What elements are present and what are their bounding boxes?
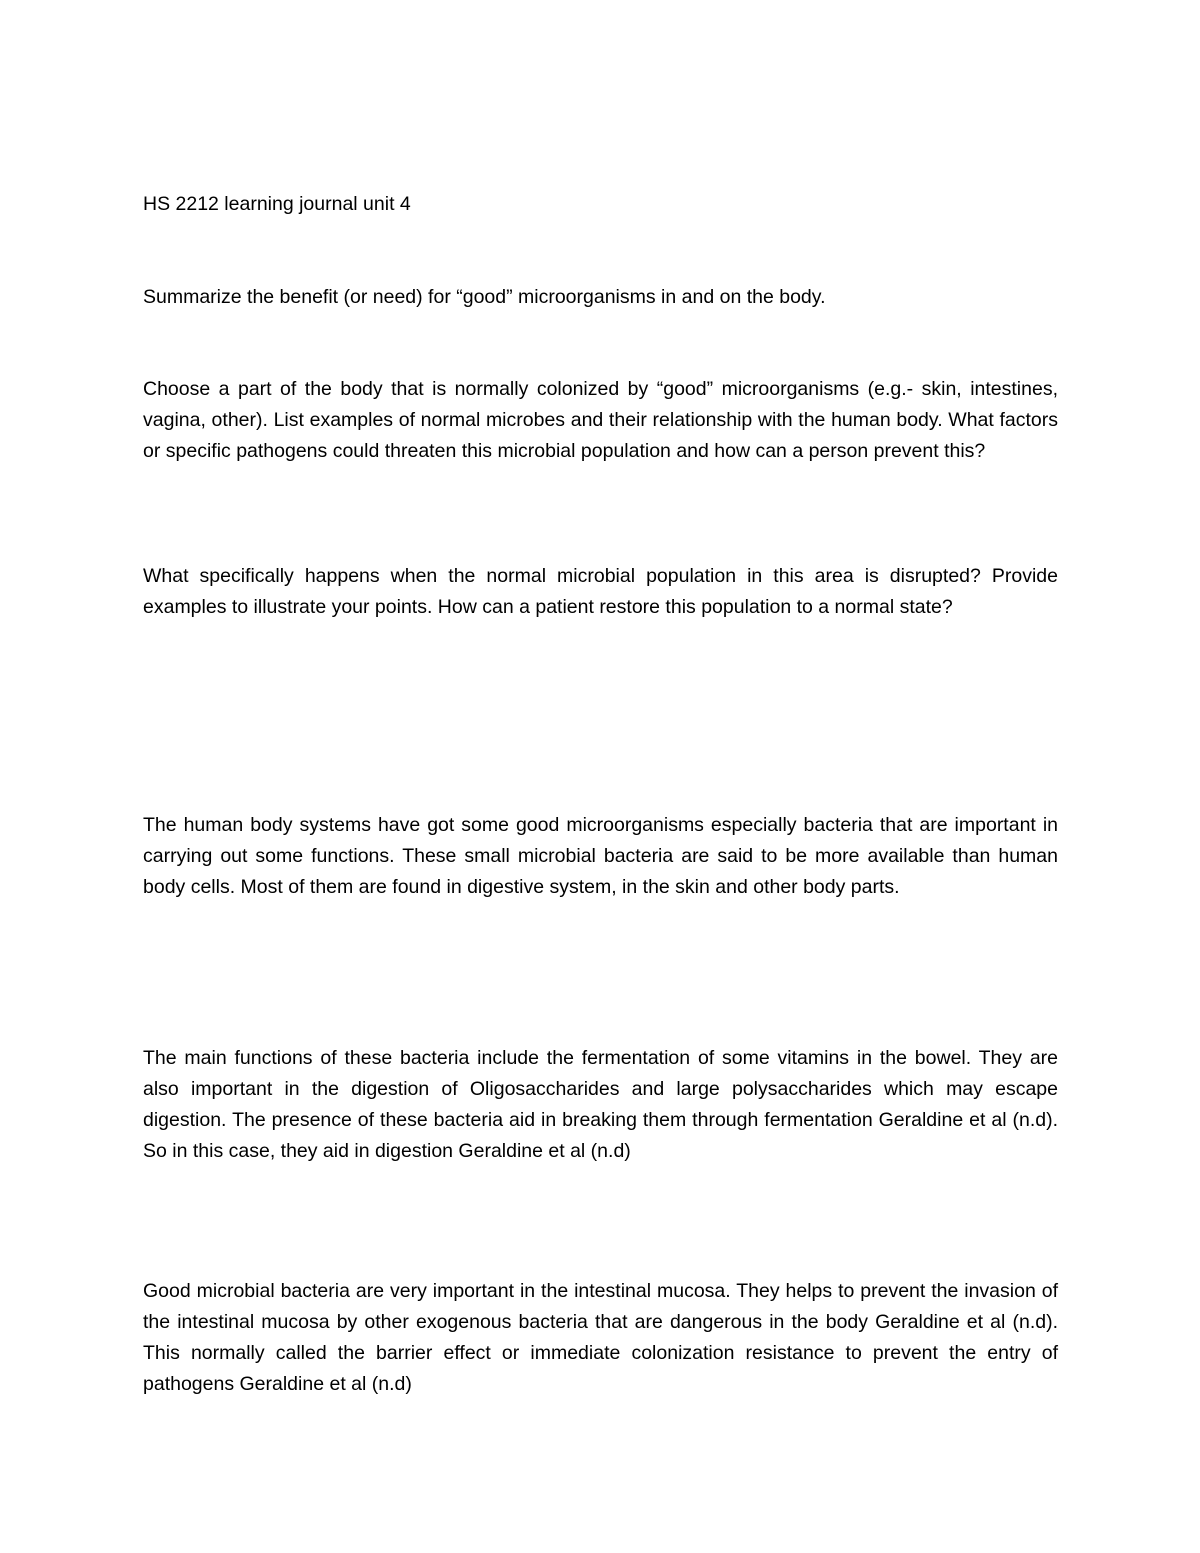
answer-paragraph-3: Good microbial bacteria are very important in the intestinal mucosa. They helps to prevent the invasion of the intestinal mucosa by other exogenous bacteria that are dangerous in the body Geraldine et al (n.d). This normally called the barrier effect or immediate colonization resistance to prevent the entry of pathogens Geraldine et al (n.d)	[143, 1280, 1058, 1395]
answer-paragraph-2: The main functions of these bacteria include the fermentation of some vitamins in the bowel. They are also important in the digestion of Oligosaccharides and large polysaccharides which may escape digestion. The presence of these bacteria aid in breaking them through fermentation Geraldine et al (n.d). So in this case, they aid in digestion Geraldine et al (n.d)	[143, 1047, 1058, 1162]
question-benefit: Summarize the benefit (or need) for “good” microorganisms in and on the body.	[143, 286, 826, 308]
answer-paragraph-1: The human body systems have got some good microorganisms especially bacteria that are important in carrying out some functions. These small microbial bacteria are said to be more available than human body cells. Most of them are found in digestive system, in the skin and other body parts.	[143, 814, 1058, 898]
document-title: HS 2212 learning journal unit 4	[143, 193, 411, 215]
question-disruption: What specifically happens when the normal microbial population in this area is disrupted? Provide examples to illustrate your points. How can a patient restore this population to a normal state?	[143, 565, 1058, 618]
question-body-part: Choose a part of the body that is normally colonized by “good” microorganisms (e.g.- skin, intestines, vagina, other). List examples of normal microbes and their relationship with the human body. What factors or specific pathogens could threaten this microbial population and how can a person prevent this?	[143, 378, 1058, 462]
